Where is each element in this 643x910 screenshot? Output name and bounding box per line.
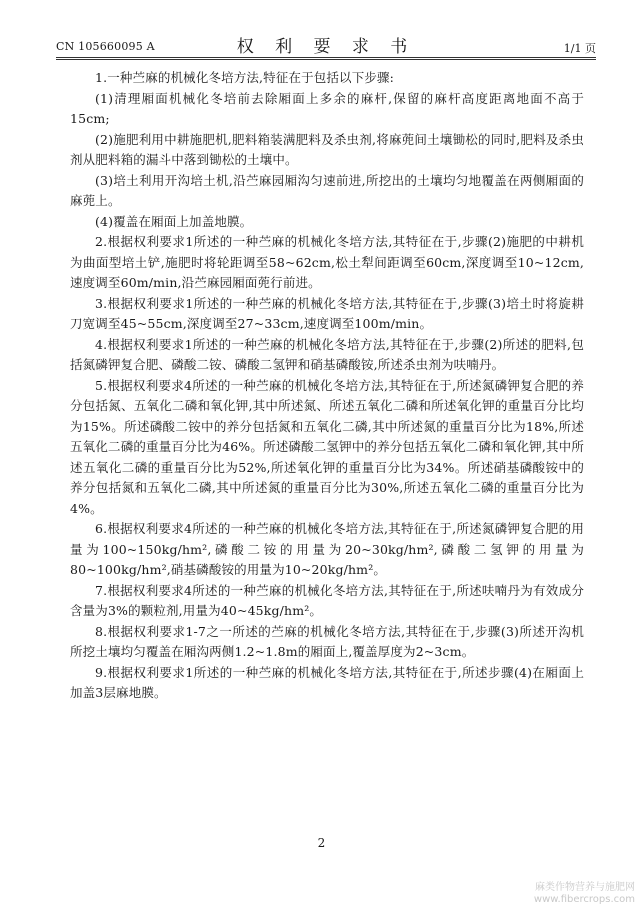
claim-1-step-1: (1)清理厢面机械化冬培前去除厢面上多余的麻杆,保留的麻杆高度距离地面不高于15cm; — [70, 90, 584, 126]
claims-body — [70, 68, 584, 704]
document-id: CN 105660095 A — [56, 40, 155, 53]
claim-8: 8.根据权利要求1-7之一所述的苎麻的机械化冬培方法,其特征在于,步骤(3)所述开沟机所挖土壤均匀覆盖在厢沟两侧1.2~1.8m的厢面上,覆盖厚度为2~3cm。 — [70, 623, 584, 659]
claim-9: 9.根据权利要求1所述的一种苎麻的机械化冬培方法,其特征在于,所述步骤(4)在厢面上加盖3层麻地膜。 — [70, 664, 584, 700]
page-title: 权 利 要 求 书 — [236, 37, 416, 57]
page-number: 2 — [317, 836, 326, 850]
claim-1-step-4: (4)覆盖在厢面上加盖地膜。 — [95, 213, 253, 229]
claim-1: 1.一种苎麻的机械化冬培方法,特征在于包括以下步骤: — [95, 70, 395, 85]
claim-4: 4.根据权利要求1所述的一种苎麻的机械化冬培方法,其特征在于,步骤(2)所述的肥料,包括氮磷钾复合肥、磷酸二铵、磷酸二氢钾和硝基磷酸铵,所述杀虫剂为呋喃丹。 — [70, 336, 584, 372]
header-rule-bottom — [56, 59, 596, 60]
claim-2: 2.根据权利要求1所述的一种苎麻的机械化冬培方法,其特征在于,步骤(2)施肥的中耕机为曲面型培土铲,施肥时将轮距调至58~62cm,松土犁间距调至60cm,深度调至10~12cm,速度调至60m/min,沿苎麻园厢面蔸行前进。 — [70, 234, 584, 290]
header-rule-top — [56, 57, 596, 58]
claim-5: 5.根据权利要求4所述的一种苎麻的机械化冬培方法,其特征在于,所述氮磷钾复合肥的养分包括氮、五氧化二磷和氧化钾,其中所述氮、所述五氧化二磷和所述氧化钾的重量百分比均为15%。所述磷酸二铵中的养分包括氮和五氧化二磷,其中所述氮的重量百分比为18%,所述五氧化二磷的重量百分比为46%。所述磷酸二氢钾中的养分包括五氧化二磷和氧化钾,其中所述五氧化二磷的重量百分比为52%,所述氧化钾的重量百分比为34%。所述硝基磷酸铵中的养分包括氮和五氧化二磷,其中所述氮的重量百分比为30%,所述五氧化二磷的重量百分比为4%。 — [70, 377, 584, 516]
page-header — [56, 30, 596, 56]
watermark-site-name: 麻类作物营养与施肥网 — [535, 882, 635, 893]
claim-3: 3.根据权利要求1所述的一种苎麻的机械化冬培方法,其特征在于,步骤(3)培土时将旋耕刀宽调至45~55cm,深度调至27~33cm,速度调至100m/min。 — [70, 295, 584, 331]
claim-1-step-2: (2)施肥利用中耕施肥机,肥料箱装满肥料及杀虫剂,将麻蔸间土壤锄松的同时,肥料及杀虫剂从肥料箱的漏斗中落到锄松的土壤中。 — [70, 131, 584, 167]
site-watermark — [534, 882, 635, 906]
claim-7: 7.根据权利要求4所述的一种苎麻的机械化冬培方法,其特征在于,所述呋喃丹为有效成分含量为3%的颗粒剂,用量为40~45kg/hm²。 — [70, 582, 584, 618]
claim-1-step-3: (3)培土利用开沟培土机,沿苎麻园厢沟匀速前进,所挖出的土壤均匀地覆盖在两侧厢面的麻蔸上。 — [70, 172, 584, 208]
claim-6: 6.根据权利要求4所述的一种苎麻的机械化冬培方法,其特征在于,所述氮磷钾复合肥的用量为100~150kg/hm²,磷酸二铵的用量为20~30kg/hm²,磷酸二氢钾的用量为80~100kg/hm²,硝基磷酸铵的用量为10~20kg/hm²。 — [70, 521, 584, 577]
page-indicator: 1/1 页 — [563, 42, 596, 55]
watermark-url: www.fibercrops.com — [533, 894, 635, 905]
